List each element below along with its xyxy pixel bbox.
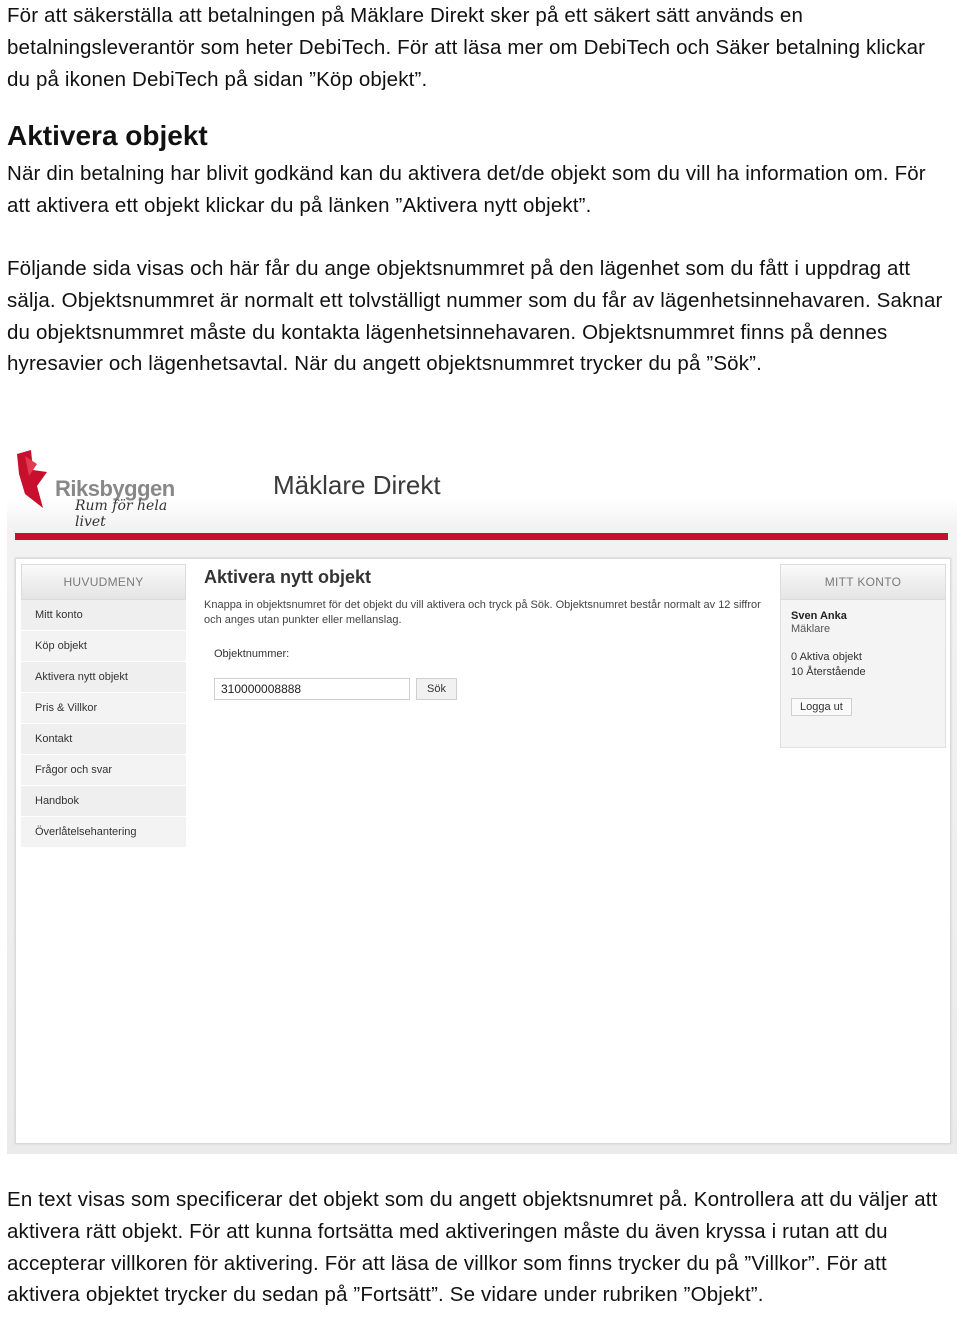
riksbyggen-logo — [15, 450, 185, 530]
main-menu-header: HUVUDMENY — [21, 564, 186, 600]
remaining-count: 10 Återstående — [791, 666, 866, 678]
logo-wordmark: Riksbyggen — [55, 476, 175, 501]
nav-item-mitt-konto[interactable]: Mitt konto — [21, 600, 186, 631]
main-content — [204, 567, 764, 700]
nav-item-pris-villkor[interactable]: Pris & Villkor — [21, 693, 186, 724]
object-number-paragraph: Följande sida visas och här får du ange objektsnummret på den lägenhet som du fått i uppdrag att sälja. Objektsnummret är normalt ett tolvställigt nummer som du får av lägenhetsinnehavaren. Saknar du objektsnummret måste du kontakta lägenhetsinnehavaren. Objektsnummret finns på dennes hyresavier och lägenhetsavtal. När du angett objektsnummret trycker du på ”Sök”. — [7, 257, 943, 376]
object-number-input[interactable] — [214, 678, 410, 700]
site-title: Mäklare Direkt — [273, 470, 441, 500]
search-button[interactable]: Sök — [416, 678, 457, 700]
active-objects-count: 0 Aktiva objekt — [791, 651, 862, 663]
nav-item-kontakt[interactable]: Kontakt — [21, 724, 186, 755]
embedded-screenshot — [7, 432, 957, 1154]
main-menu — [21, 564, 186, 848]
nav-item-aktivera-nytt-objekt[interactable]: Aktivera nytt objekt — [21, 662, 186, 693]
riksbyggen-logo-icon — [15, 450, 49, 508]
intro-paragraph: För att säkerställa att betalningen på Mäklare Direkt sker på ett säkert sätt används en betalningsleverantör som heter DebiTech. För att läsa mer om DebiTech och Säker betalning klickar du på ikonen DebiTech på sidan ”Köp objekt”. — [7, 4, 926, 91]
search-row — [214, 678, 764, 700]
nav-item-fragor-och-svar[interactable]: Frågor och svar — [21, 755, 186, 786]
outro-paragraph: En text visas som specificerar det objekt som du angett objektsnumret på. Kontrollera att du väljer att aktivera rätt objekt. För att kunna fortsätta med aktiveringen måste du även kryssa i rutan att du accepterar villkoren för aktivering. För att läsa de villkor som finns trycker du på ”Villkor”. För att aktivera objektet trycker du sedan på ”Fortsätt”. Se vidare under rubriken ”Objekt”. — [7, 1188, 938, 1307]
activate-paragraph: När din betalning har blivit godkänd kan du aktivera det/de objekt som du vill ha information om. För att aktivera ett objekt klickar du på länken ”Aktivera nytt objekt”. — [7, 162, 926, 217]
user-name: Sven Anka — [791, 610, 847, 622]
app-window — [15, 558, 951, 1144]
user-role: Mäklare — [791, 623, 831, 635]
logout-button[interactable]: Logga ut — [791, 698, 852, 716]
account-body — [780, 600, 946, 748]
nav-item-handbok[interactable]: Handbok — [21, 786, 186, 817]
nav-item-overlatelsehantering[interactable]: Överlåtelsehantering — [21, 817, 186, 848]
brand-bar — [15, 533, 948, 540]
logo-slogan: Rum för hela livet — [75, 498, 168, 530]
object-number-label: Objektnummer: — [214, 648, 290, 660]
account-panel — [780, 564, 946, 748]
account-header: MITT KONTO — [780, 564, 946, 600]
main-menu-list — [21, 600, 186, 848]
page-title: Aktivera nytt objekt — [204, 567, 372, 587]
nav-item-kop-objekt[interactable]: Köp objekt — [21, 631, 186, 662]
section-heading: Aktivera objekt — [7, 120, 208, 151]
page-description: Knappa in objektsnumret för det objekt du vill aktivera och tryck på Sök. Objektsnumret består normalt av 12 siffror och anges utan punkter eller mellanslag. — [204, 599, 761, 626]
